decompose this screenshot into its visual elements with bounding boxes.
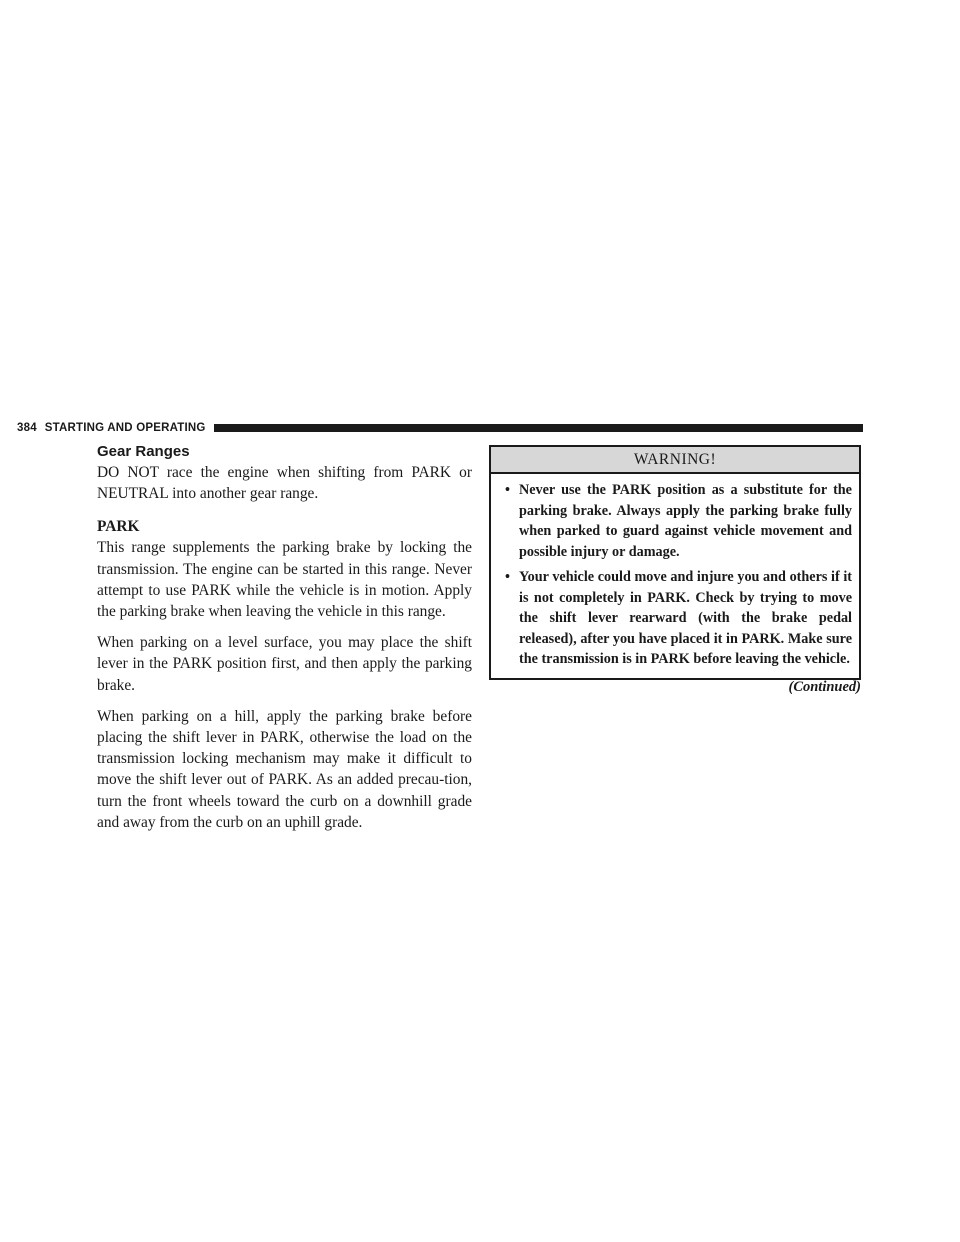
left-column <box>97 443 472 843</box>
warning-item <box>505 480 852 562</box>
warning-title: WARNING! <box>491 447 859 474</box>
section-title: STARTING AND OPERATING <box>44 422 206 434</box>
bullet-icon: • <box>505 482 510 498</box>
bullet-icon: • <box>505 569 510 585</box>
body-paragraph-3: When parking on a hill, apply the parking brake before placing the shift lever in PARK, otherwise the load on the transmission locking mechanism may make it difficult to move the shift lever out of PARK. As an added precau-tion, turn the front wheels toward the curb on a downhill grade and away from the curb on an uphill grade. <box>97 707 472 831</box>
continued-label: (Continued) <box>788 679 861 695</box>
warning-item <box>505 567 852 670</box>
page-header <box>17 421 863 435</box>
body-paragraph-2: When parking on a level surface, you may place the shift lever in the PARK position first, and then apply the parking brake. <box>97 634 472 694</box>
warning-item-text: Never use the PARK position as a substitute for the parking brake. Always apply the parking brake fully when parked to guard against vehicle movement and possible injury or damage. <box>519 482 852 560</box>
park-subheading: PARK <box>97 518 140 536</box>
intro-paragraph: DO NOT race the engine when shifting from PARK or NEUTRAL into another gear range. <box>97 464 472 503</box>
warning-item-text: Your vehicle could move and injure you and others if it is not completely in PARK. Check by trying to move the shift lever rearward (with the brake pedal released), after you have placed it in PARK. Make sure the transmission is in PARK before leaving the vehicle. <box>519 569 852 667</box>
page-number: 384 <box>17 422 37 434</box>
warning-list <box>491 474 859 678</box>
body-paragraph-1: This range supplements the parking brake by locking the transmission. The engine can be started in this range. Never attempt to use PARK while the vehicle is in motion. Apply the parking brake when leaving the vehicle in this range. <box>97 539 472 621</box>
section-heading: Gear Ranges <box>97 443 190 460</box>
warning-box <box>489 445 861 680</box>
header-rule <box>214 424 863 432</box>
